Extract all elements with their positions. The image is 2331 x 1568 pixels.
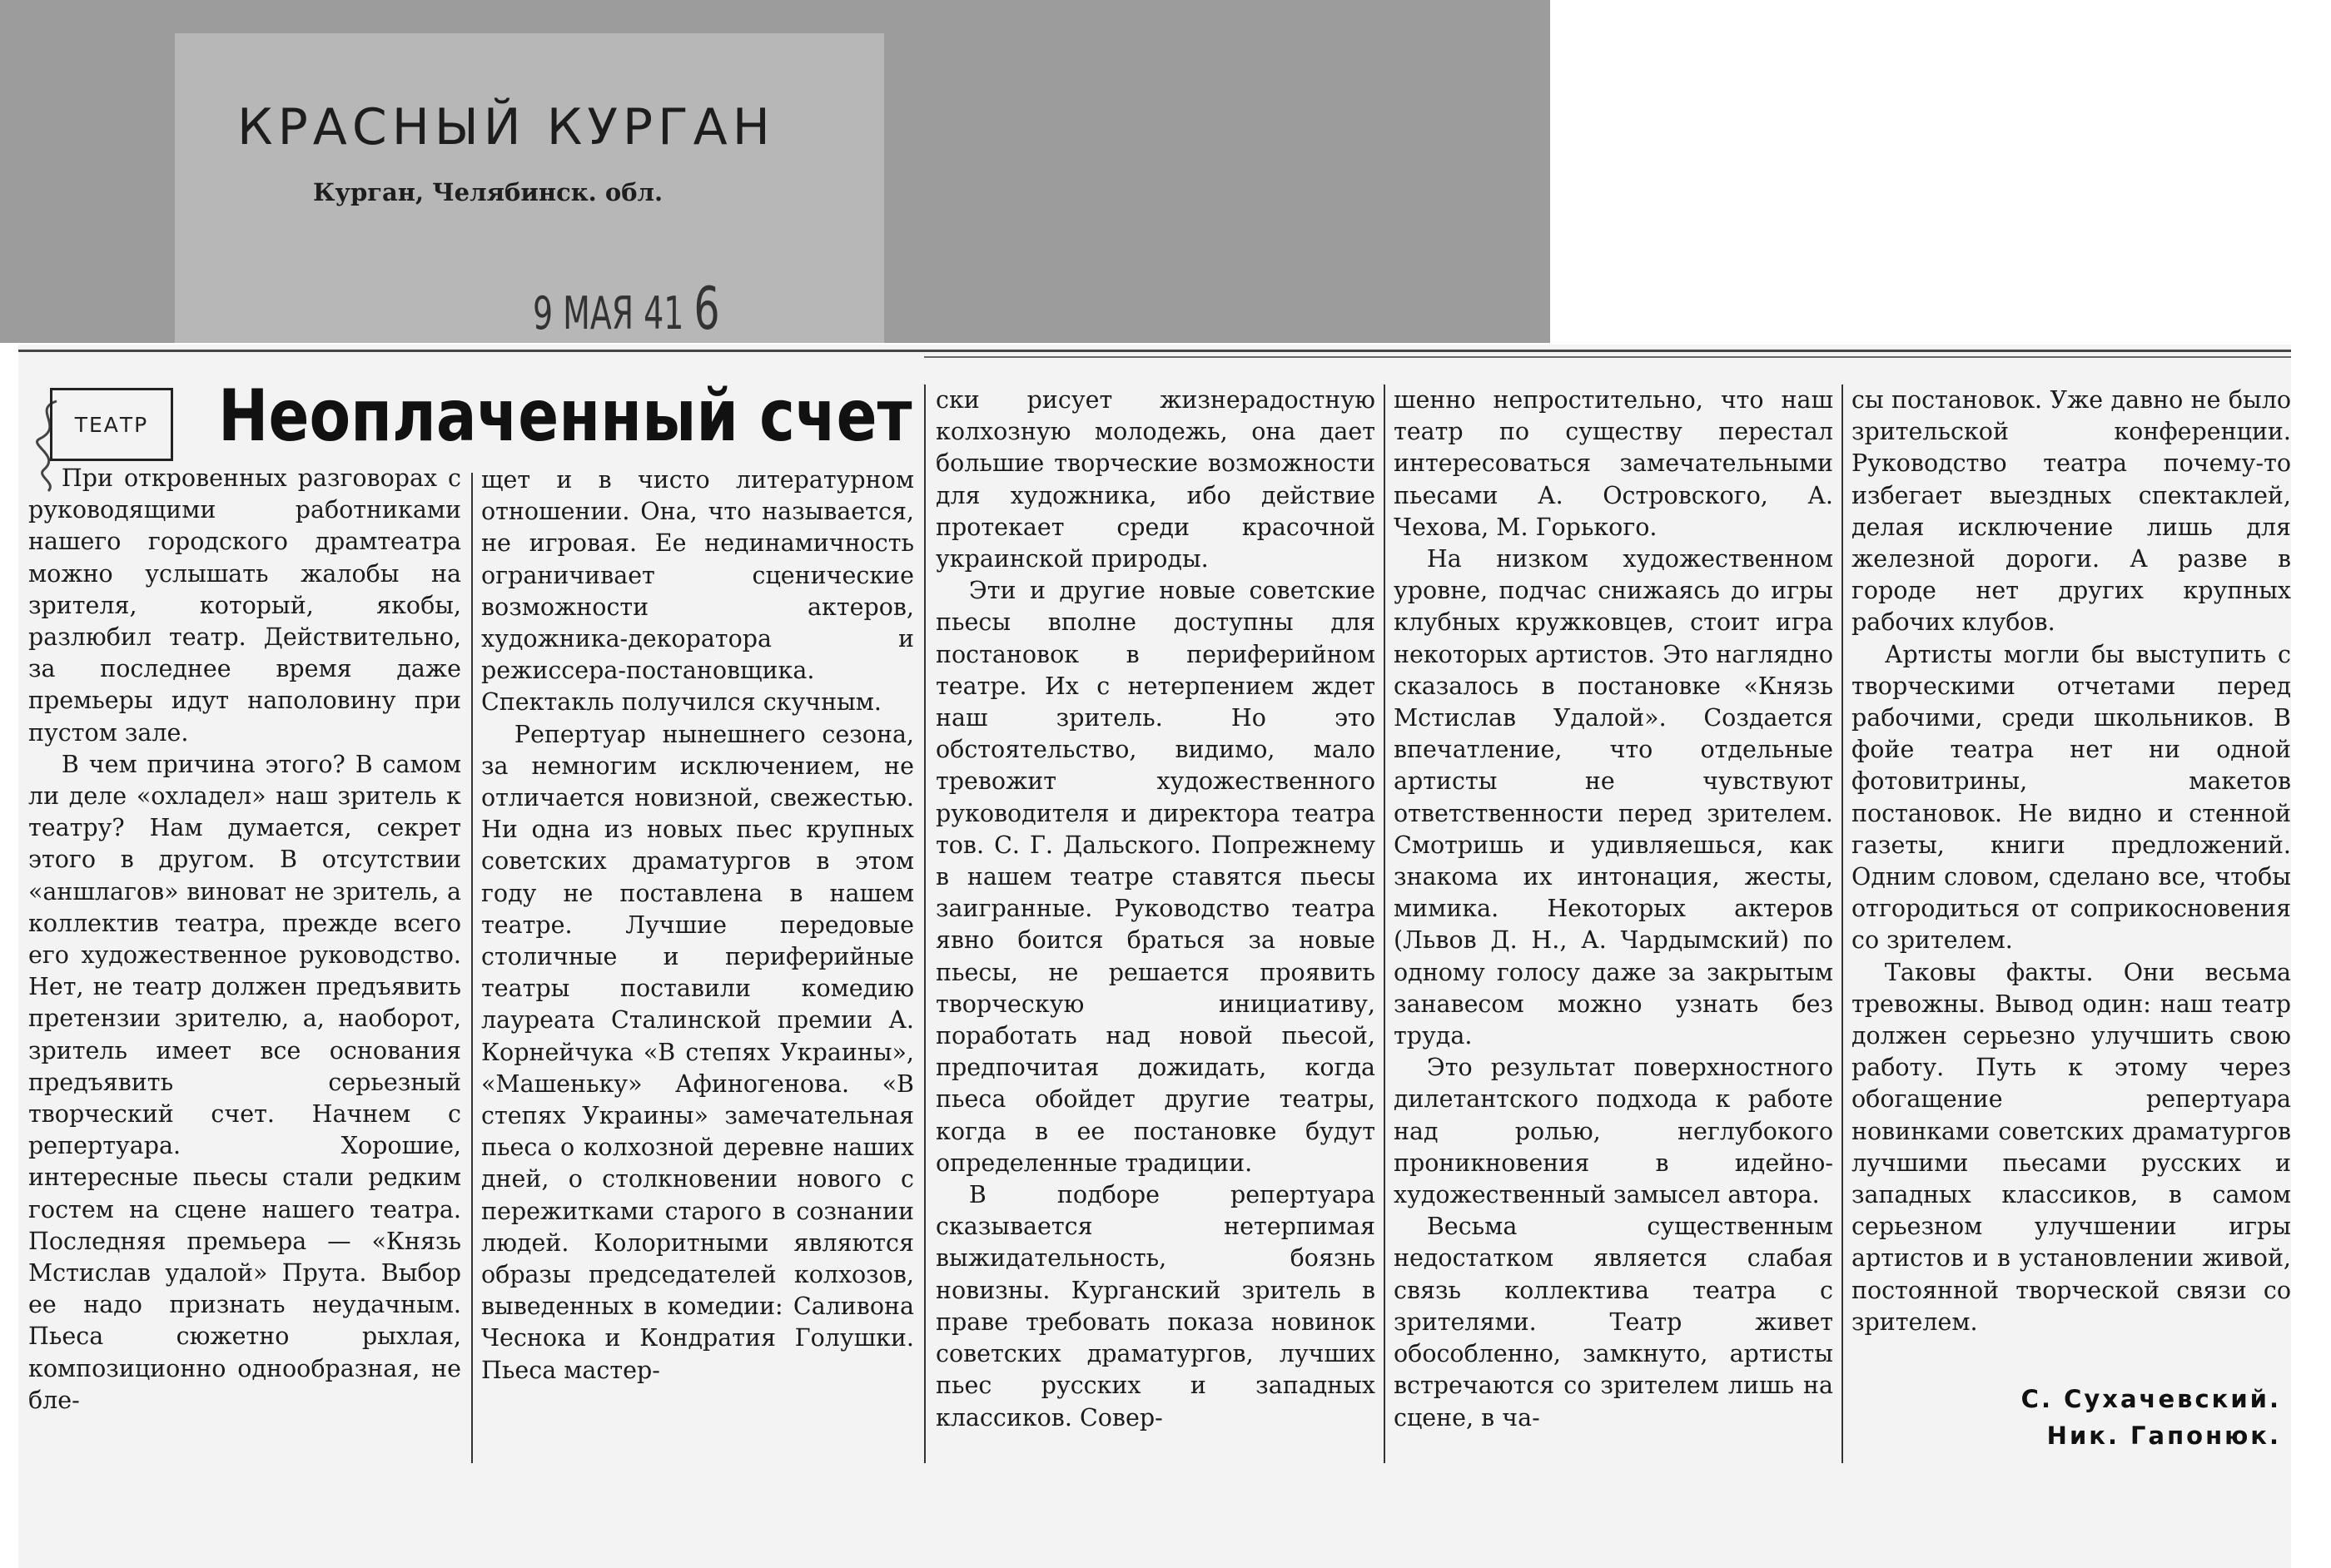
newspaper-name: КРАСНЫЙ КУРГАН xyxy=(237,98,775,156)
column-divider xyxy=(924,385,926,1463)
paragraph: В подборе репертуара сказывается нетерпимая выжидательность, боязнь новизны. Курганский зритель в праве требовать показа новинок советских драматургов, лучших пьес русских и западных классиков. Совер- xyxy=(936,1181,1375,1432)
article-column-2 xyxy=(481,464,914,1387)
paragraph: При откровенных разговорах с руководящими работниками нашего городского драмтеатра можно услышать жалобы на зрителя, который, якобы, разлюбил театр. Действительно, за последнее время даже премьеры идут наполовину при пустом зале. xyxy=(28,464,461,747)
date-stamp-text: 9 МАЯ 41 xyxy=(533,287,684,340)
date-stamp xyxy=(533,275,720,343)
column-divider xyxy=(471,473,473,1463)
article-column-3 xyxy=(936,385,1375,1434)
paragraph: ски рисует жизнерадостную колхозную молодежь, она дает большие творческие возможности для художника, ибо действие протекает среди красочной украинской природы. xyxy=(936,386,1375,573)
paragraph: В чем причина этого? В самом ли деле «охладел» наш зритель к театру? Нам думается, секрет этого в другом. В отсутствии «аншлагов» виноват не зритель, а коллектив театра, прежде всего его художественное руководство. Нет, не театр должен предъявить претензии зрителю, а, наоборот, зритель имеет все основания предъявить серьезный творческий счет. Начнем с репертуара. Хорошие, интересные пьесы стали редким гостем на сцене нашего театра. Последняя премьера — «Князь Мстислав удалой» Прута. Выбор ее надо признать неудачным. Пьеса сюжетно рыхлая, композиционно однообразная, не бле- xyxy=(28,750,461,1414)
column-divider xyxy=(1841,385,1843,1463)
article-column-4 xyxy=(1394,385,1833,1434)
paragraph: Эти и другие новые советские пьесы вполне доступны для постановок в периферийном театре. Их с нетерпением ждет наш зритель. Но это обстоятельство, видимо, мало тревожит художественного руководителя и директора театра тов. С. Г. Дальского. Попрежнему в нашем театре ставятся пьесы заигранные. Руководство театра явно боится браться за новые пьесы, не решается проявить творческую инициативу, поработать над новой пьесой, предпочитая дожидать, когда пьеса обойдет другие театры, когда в ее постановке будут определенные традиции. xyxy=(936,577,1375,1177)
top-rule xyxy=(18,350,2291,352)
paragraph: Артисты могли бы выступить с творческими отчетами перед рабочими, среди школьников. В фойе театра нет ни одной фотовитрины, макетов постановок. Не видно и стенной газеты, книги предложений. Одним словом, сделано все, чтобы отгородиться от соприкосновения со зрителем. xyxy=(1851,640,2291,955)
paragraph: Весьма существенным недостатком является слабая связь коллектива театра с зрителями. Театр живет обособленно, замкнуто, артисты встречаются со зрителем лишь на сцене, в ча- xyxy=(1394,1213,1833,1432)
paragraph: Таковы факты. Они весьма тревожны. Вывод один: наш театр должен серьезно улучшить свою работу. Путь к этому через обогащение репертуара новинками советских драматургов лучшими пьесами русских и западных классиков, в самом серьезном улучшении игры артистов и в установлении живой, постоянной творческой связи со зрителем. xyxy=(1851,958,2291,1336)
paragraph: Репертуар нынешнего сезона, за немногим исключением, не отличается новизной, свежестью. Ни одна из новых пьес крупных советских драматургов в этом году не поставлена в нашем театре. Лучшие передовые столичные и периферийные театры поставили комедию лауреата Сталинской премии А. Корнейчука «В степях Украины», «Машеньку» Афиногенова. «В степях Украины» замечательная пьеса о колхозной деревне наших дней, о столкновении нового с пережитками старого в сознании людей. Колоритными являются образы председателей колхозов, выведенных в комедии: Саливона Чеснока и Кондратия Голушки. Пьеса мастер- xyxy=(481,720,914,1384)
paragraph: На низком художественном уровне, подчас снижаясь до игры клубных кружковцев, стоит игра некоторых артистов. Это наглядно сказалось в постановке «Князь Мстислав Удалой». Создается впечатление, что отдельные артисты не чувствуют ответственности перед зрителем. Смотришь и удивляешься, как знакома их интонация, жесты, мимика. Некоторых актеров (Львов Д. Н., А. Чардымский) по одному голосу даже за закрытым занавесом можно узнать без труда. xyxy=(1394,545,1833,1050)
paragraph: шенно непростительно, что наш театр по существу перестал интересоваться замечательными пьесами А. Островского, А. Чехова, М. Горького. xyxy=(1394,386,1833,541)
paragraph: сы постановок. Уже давно не было зрительской конференции. Руководство театра почему-то избегает выездных спектаклей, делая исключение лишь для железной дороги. А разве в городе нет других крупных рабочих клубов. xyxy=(1851,386,2291,637)
author-signature-2: Ник. Гапонюк. xyxy=(2046,1422,2281,1450)
article-column-5 xyxy=(1851,385,2291,1338)
article-column-1 xyxy=(28,463,461,1417)
paragraph: Это результат поверхностного дилетантского подхода к работе над ролью, неглубокого проникновения в идейно-художественный замысел автора. xyxy=(1394,1054,1833,1209)
author-signature-1: С. Сухачевский. xyxy=(2020,1385,2281,1413)
top-rule-secondary xyxy=(924,356,2291,358)
paragraph: щет и в чисто литературном отношении. Она, что называется, не игровая. Ее нединамичность ограничивает сценические возможности актеров, художника-декоратора и режиссера-постановщика. Спектакль получился скучным. xyxy=(481,466,914,717)
section-rubric: ТЕАТР xyxy=(50,388,173,461)
column-divider xyxy=(1384,385,1385,1463)
date-stamp-mark: 6 xyxy=(693,275,720,343)
newspaper-place: Курган, Челябинск. обл. xyxy=(313,178,664,206)
article-title: Неоплаченный счет xyxy=(218,375,912,458)
